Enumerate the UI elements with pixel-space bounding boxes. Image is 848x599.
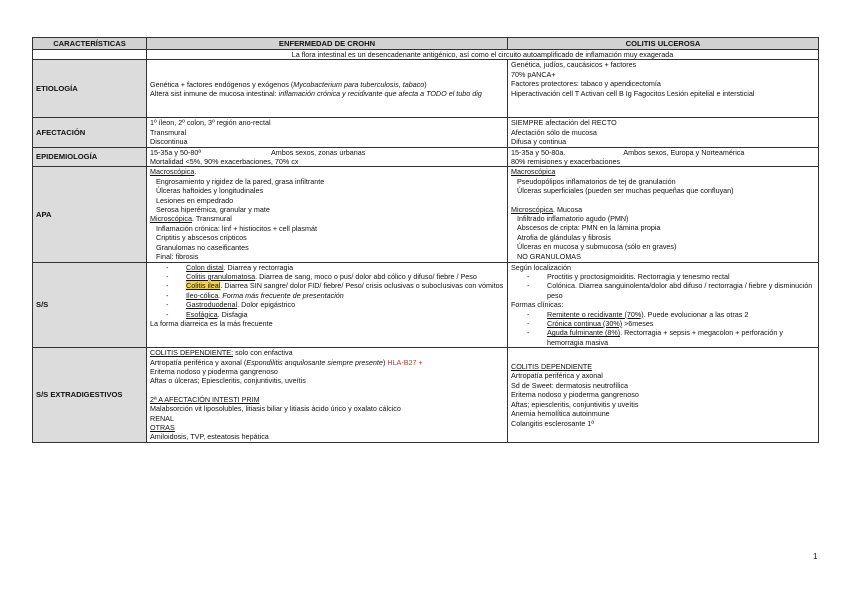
apa-crohn-macro-2: Úlceras haftoides y longitudinales: [156, 186, 264, 196]
ss-cu-loc-title: Según localización: [511, 262, 571, 272]
label-etiologia: ETIOLOGÍA: [33, 60, 147, 118]
extra-crohn-line6: Malabsorción vit liposolubles, litiasis biliar y litiasis ácido úrico y oxalato cálcico: [150, 404, 401, 414]
ss-cu-forma-3: - Aguda fulminante (8%). Rectorragia + sepsis + megacolon + perforación y hemorragia masiva: [511, 328, 815, 347]
etiologia-cu: [508, 60, 819, 118]
shared-note-row: [33, 50, 819, 60]
row-epidemiologia: [33, 147, 819, 167]
apa-crohn-micro-4: Final: fibrosis: [156, 252, 199, 262]
etiologia-crohn-line2: Altera sist inmune de mucosa intestinal: inflamación crónica y recidivante que afecta a TODO el tubo dig: [150, 88, 482, 98]
ss-cu-loc-1: - Proctitis y proctosigmoiditis. Rectorragia y tenesmo rectal: [511, 272, 815, 281]
etiologia-cu-line3: Factores protectores: tabaco y apendicectomía: [511, 79, 661, 89]
extra-crohn-line7: RENAL: [150, 413, 174, 423]
etiologia-cu-line4: Hiperactivación cell T Activan cell B Ig Fagocitos Lesión epitelial e intersticial: [511, 88, 755, 98]
ss-crohn: [147, 262, 508, 348]
header-caracteristicas: CARACTERÍSTICAS: [33, 38, 147, 50]
row-apa: [33, 167, 819, 262]
epidemiologia-cu-line2: 80% remisiones y exacerbaciones: [511, 157, 621, 167]
extra-crohn-line4: Aftas o úlceras; Epiescleritis, conjuntivitis, uveítis: [150, 376, 306, 386]
header-crohn: ENFERMEDAD DE CROHN: [147, 38, 508, 50]
afectacion-cu-3: Difusa y continua: [511, 137, 567, 147]
epidemiologia-crohn-line2: Mortalidad <5%, 90% exacerbaciones, 70% cx: [150, 157, 299, 167]
afectacion-crohn-2: Transmural: [150, 127, 187, 137]
ss-crohn-item-2: - Colitis granulomatosa. Diarrea de sang, moco o pus/ dolor abd cólico y difuso/ fiebre / Peso: [150, 272, 504, 281]
extra-cu-item-4: Aftas; epiescleritis, conjuntivitis y uveítis: [511, 399, 639, 409]
apa-cu-macro-1: Pseudopólipos inflamatorios de tej de granulación: [517, 176, 676, 186]
row-ss: [33, 262, 819, 348]
afectacion-crohn-3: Discontinua: [150, 137, 188, 147]
apa-crohn-macro-1: Engrosamiento y rigidez de la pared, grasa infiltrante: [156, 176, 325, 186]
ss-cu-forma-2: - Crónica continua (30%) >6meses: [511, 319, 815, 328]
document-page: [32, 37, 818, 443]
epidemiologia-cu: [508, 147, 819, 167]
header-row: [33, 38, 819, 50]
apa-cu-micro-5: NO GRANULOMAS: [517, 251, 581, 261]
extra-crohn-artro: Artropatía periférica y axonal (Espondilitis anquilosante siempre presente) HLA-B27 +: [150, 357, 423, 367]
extra-cu-item-1: Artropatía periférica y axonal: [511, 371, 603, 381]
apa-cu: [508, 167, 819, 262]
extra-crohn: [147, 348, 508, 443]
extra-cu-item-2: Sd de Sweet: dermatosis neutrofílica: [511, 380, 629, 390]
extra-cu: [508, 348, 819, 443]
apa-crohn: [147, 167, 508, 262]
afectacion-cu-1: SIEMPRE afectación del RECTO: [511, 118, 617, 128]
epidemiologia-crohn: [147, 147, 508, 167]
comparison-table: [32, 37, 819, 443]
apa-cu-micro-3: Atrofia de glándulas y fibrosis: [517, 232, 611, 242]
apa-cu-macro: Macroscópica: [511, 167, 556, 177]
epidemiologia-cu-line1: 15-35a y 50-80a. Ambos sexos, Europa y Norteamérica: [511, 147, 745, 157]
apa-cu-micro-1: Infiltrado inflamatorio agudo (PMN): [517, 214, 629, 224]
apa-crohn-macro-4: Serosa hiperémica, granular y mate: [156, 205, 270, 215]
label-afectacion: AFECTACIÓN: [33, 118, 147, 147]
extra-crohn-line3: Eritema nodoso y pioderma gangrenoso: [150, 366, 278, 376]
extra-crohn-line9: Amiloidosis, TVP, esteatosis hepática: [150, 432, 269, 442]
extra-cu-item-5: Anemia hemolítica autoinmune: [511, 409, 610, 419]
label-epidemiologia: EPIDEMIOLOGÍA: [33, 147, 147, 167]
apa-crohn-micro-1: Inflamación crónica: linf + histiocitos + cell plasmát: [156, 223, 317, 233]
etiologia-cu-line1: Genética, judíos, caucásicos + factores: [511, 60, 637, 70]
extra-cu-item-3: Eritema nodoso y pioderma gangrenoso: [511, 390, 639, 400]
etiologia-crohn: [147, 60, 508, 118]
apa-crohn-micro: Microscópica. Transmural: [150, 214, 232, 224]
apa-cu-macro-2: Úlceras superficiales (pueden ser muchas pequeñas que confluyan): [517, 186, 734, 196]
shared-note: La flora intestinal es un desencadenante antigénico, así como el circuito autoamplificado de inflamación muy exagerada: [147, 50, 819, 60]
label-ss: S/S: [33, 262, 147, 348]
afectacion-crohn-1: 1º íleon, 2º colon, 3º región ano-rectal: [150, 118, 271, 128]
ss-crohn-item-5: - Gastroduodenal. Dolor epigástrico: [150, 300, 504, 309]
row-afectacion: [33, 118, 819, 147]
row-etiologia: [33, 60, 819, 118]
ss-crohn-footer: La forma diarreica es la más frecuente: [150, 318, 273, 328]
etiologia-crohn-line1: Genética + factores endógenos y exógenos (Mycobacterium para tuberculosis, tabaco): [150, 79, 427, 89]
extra-cu-item-6: Colangitis esclerosante 1ª: [511, 418, 594, 428]
ss-cu-forma-1: - Remitente o recidivante (70%). Puede evolucionar a las otras 2: [511, 310, 815, 319]
ss-cu-loc-2: - Colónica. Diarrea sanguinolenta/dolor abd difuso / rectorragia / fiebre y disminución peso: [511, 281, 815, 300]
afectacion-cu-2: Afectación sólo de mucosa: [511, 127, 597, 137]
apa-crohn-micro-2: Criptitis y abscesos crípticos: [156, 233, 247, 243]
afectacion-crohn: [147, 118, 508, 147]
epidemiologia-crohn-line1: 15-35a y 50-80ª Ambos sexos, zonas urbanas: [150, 147, 366, 157]
label-extradigestivos: S/S EXTRADIGESTIVOS: [33, 348, 147, 443]
page-number: 1: [813, 552, 818, 561]
apa-crohn-macro: Macroscópica.: [150, 167, 197, 177]
ss-crohn-item-4: - Ileo-cólica. Forma más frecuente de presentación: [150, 291, 504, 300]
ss-crohn-item-1: - Colon distal. Diarrea y rectorragia: [150, 263, 504, 272]
extra-crohn-dep: COLITIS DEPENDIENTE: solo con enfactiva: [150, 348, 293, 358]
extra-cu-dep: COLITIS DEPENDIENTE: [511, 362, 593, 372]
ss-crohn-item-3: - Colitis ileal. Diarrea SIN sangre/ dolor FID/ fiebre/ Peso/ crisis oclusivas o suboclusivas con vómitos: [150, 281, 504, 290]
etiologia-cu-line2: 70% pANCA+: [511, 69, 556, 79]
header-cu: COLITIS ULCEROSA: [508, 38, 819, 50]
extra-crohn-intest: 2ª A AFECTACIÓN INTESTI PRIM: [150, 394, 260, 404]
row-extradigestivos: [33, 348, 819, 443]
apa-cu-micro: Microscópica. Mucosa: [511, 204, 583, 214]
extra-crohn-otras: OTRAS: [150, 423, 175, 432]
ss-crohn-item-6: - Esofágica. Disfagia: [150, 310, 504, 319]
apa-cu-micro-2: Abscesos de cripta: PMN en la lámina propia: [517, 223, 661, 233]
apa-crohn-micro-3: Granulomas no caseificantes: [156, 242, 249, 252]
apa-crohn-macro-3: Lesiones en empedrado: [156, 195, 234, 205]
ss-cu-formas-title: Formas clínicas:: [511, 300, 564, 310]
afectacion-cu: [508, 118, 819, 147]
label-apa: APA: [33, 167, 147, 262]
ss-cu: [508, 262, 819, 348]
apa-cu-micro-4: Úlceras en mucosa y submucosa (sólo en graves): [517, 242, 677, 252]
